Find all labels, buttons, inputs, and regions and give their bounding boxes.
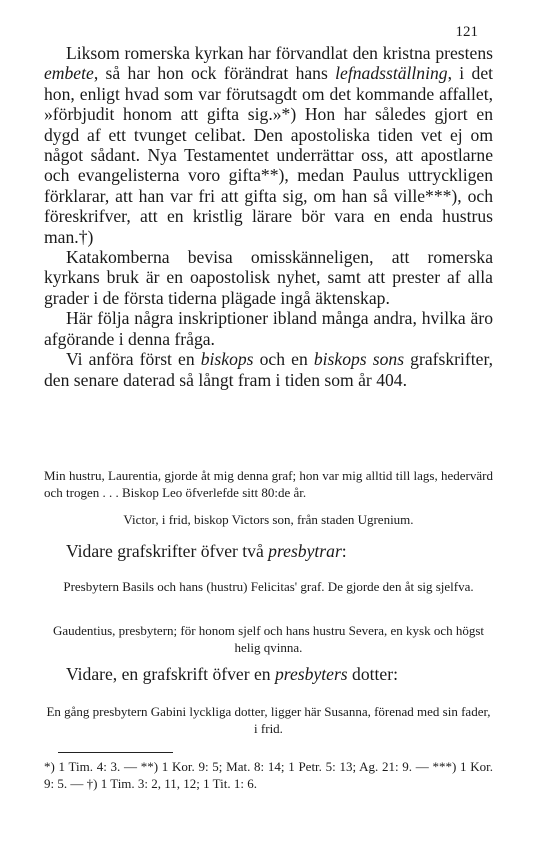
body-paragraph: Här följa några inskriptioner ibland många andra, hvilka äro afgörande i denna fråga. [44, 308, 493, 349]
inscription-susanna: En gång presbytern Gabini lyckliga dotter, ligger här Susanna, förenad med sin fader, i frid. [46, 704, 491, 736]
footnotes: *) 1 Tim. 4: 3. — **) 1 Kor. 9: 5; Mat. 8: 14; 1 Petr. 5: 13; Ag. 21: 9. — ***) 1 Kor. 9: 5. — †) 1 Tim. 3: 2, 11, 12; 1 Tit. 1: 6. [44, 759, 493, 791]
page-number: 121 [455, 24, 478, 40]
body-paragraph: Vi anföra först en biskops och en biskops sons grafskrifter, den senare daterad så långt fram i tiden som år 404. [44, 349, 493, 390]
heading-presbyter-daughter: Vidare, en grafskrift öfver en presbyters dotter: [66, 664, 398, 684]
inscription-gaudentius: Gaudentius, presbytern; för honom sjelf och hans hustru Severa, en kysk och högst helig qvinna. [52, 623, 485, 655]
body-paragraph: Liksom romerska kyrkan har förvandlat den kristna prestens embete, så har hon ock förändrat hans lefnadsställning, i det hon, enligt hvad som var förutsagdt om det kommande affallet, »förbjudit honom att gifta sig.»*) Hon har således gjort en dygd af ett tvunget celibat. Den apostoliska tiden vet ej om något sådant. Nya Testamentet underrättar oss, att apostlarne och evangelisterna voro gifta**), medan Paulus uttryckligen förklarar, att han var fri att gifta sig, om han så ville***), och föreskrifver, att en kristlig lärare bör vara en enda hustrus man.†) [44, 43, 494, 247]
footnote-divider [58, 752, 173, 753]
inscription-bishop-leo: Min hustru, Laurentia, gjorde åt mig denna graf; hon var mig alltid till lags, hedervärd och trogen . . . Biskop Leo öfverlefde sitt 80:de år. [44, 468, 493, 500]
body-paragraph: Katakomberna bevisa omisskänneligen, att romerska kyrkans bruk är en oapostolisk nyhet, samt att prester af alla grader i de första tiderna plägade ingå äktenskap. [44, 247, 493, 308]
inscription-basil: Presbytern Basils och hans (hustru) Felicitas' graf. De gjorde den åt sig sjelfva. [63, 579, 474, 594]
main-text [44, 43, 493, 390]
heading-presbyters: Vidare grafskrifter öfver två presbytrar: [66, 541, 347, 561]
inscription-victor: Victor, i frid, biskop Victors son, från staden Ugrenium. [123, 512, 414, 527]
